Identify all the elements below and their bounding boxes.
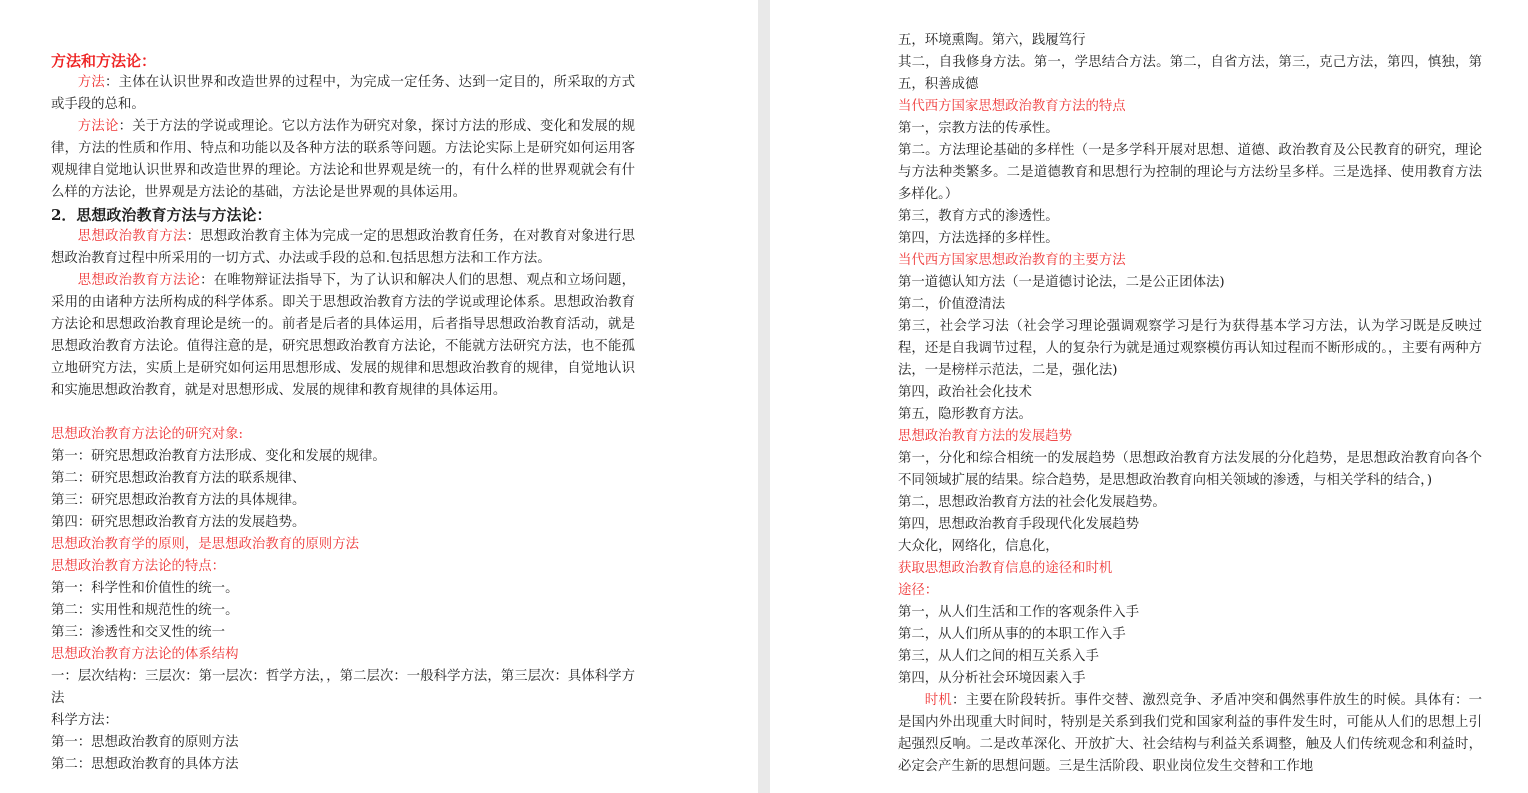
list-item: 第一，分化和综合相统一的发展趋势（思想政治教育方法发展的分化趋势，是思想政治教育向各个不同领域扩展的结果。综合趋势，是思想政治教育向相关领域的渗透，与相关学科的结合，) (898, 451, 1482, 488)
text-ideological-methodology: ：在唯物辩证法指导下，为了认识和解决人们的思想、观点和立场问题，采用的由诸种方法所构成的科学体系。即关于思想政治教育方法的学说或理论体系。思想政治教育方法论和思想政治教育理论是统一的。前者是后者的具体运用，后者指导思想政治教育活动，就是思想政治教育方法论。值得注意的是，研究思想政治教育方法论，不能就方法研究方法，也不能孤立地研究方法，实质上是研究如何运用思想形成、发展的规律和思想政治教育的规律，自觉地认识和实施思想政治教育，就是对思想形成、发展的规律和教育规律的具体运用。 (51, 273, 635, 398)
text-methodology-definition: ：关于方法的学说或理论。它以方法作为研究对象，探讨方法的形成、变化和发展的规律，方法的性质和作用、特点和功能以及各种方法的联系等问题。方法论实际上是研究如何运用客观规律自觉地认识世界和改造世界的理论。方法论和世界观是统一的，有什么样的世界观就会有什么样的方法论，世界观是方法论的基础，方法论是世界观的具体运用。 (51, 119, 636, 200)
subsection-research-object: 思想政治教育方法论的研究对象: (51, 427, 243, 442)
list-item: 第一，宗教方法的传承性。 (898, 121, 1059, 136)
list-item: 第三，教育方式的渗透性。 (898, 209, 1059, 224)
list-item: 第三：研究思想政治教育方法的具体规律。 (51, 493, 306, 508)
list-item: 第四：研究思想政治教育方法的发展趋势。 (51, 515, 306, 530)
list-item: 第二：实用性和规范性的统一。 (51, 603, 239, 618)
list-item: 第一：思想政治教育的原则方法 (51, 735, 239, 750)
list-item: 第四，从分析社会环境因素入手 (898, 671, 1086, 686)
paragraph-methodology-definition (51, 116, 635, 204)
section-heading-method: 方法和方法论： (51, 52, 157, 70)
list-item: 第四，政治社会化技术 (898, 385, 1032, 400)
list-item: 第一道德认知方法（一是道德讨论法，二是公正团体法) (898, 275, 1225, 290)
list-item: 第二，思想政治教育方法的社会化发展趋势。 (898, 495, 1166, 510)
page-left-content (51, 50, 635, 776)
text-timing: ：主要在阶段转折。事件交替、激烈竞争、矛盾冲突和偶然事件放生的时候。具体有：一是国内外出现重大时间时，特别是关系到我们党和国家利益的事件发生时，可能从人们的思想上引起强烈反响。二是改革深化、开放扩大、社会结构与利益关系调整，触及人们传统观念和利益时，必定会产生新的思想问题。三是生活阶段、职业岗位发生交替和工作地 (898, 693, 1483, 774)
subsection-channels-label: 途径： (898, 583, 939, 598)
list-item: 第一：研究思想政治教育方法形成、变化和发展的规律。 (51, 449, 386, 464)
list-item: 一：层次结构：三层次：第一层次：哲学方法，，第二层次：一般科学方法，第三层次：具体科学方法 (51, 669, 635, 706)
list-item: 第四，思想政治教育手段现代化发展趋势 (898, 517, 1140, 532)
list-item: 第四，方法选择的多样性。 (898, 231, 1059, 246)
page-right-content (898, 30, 1482, 778)
paragraph-ideological-method (51, 226, 635, 270)
list-item: 第三，从人们之间的相互关系入手 (898, 649, 1099, 664)
subsection-features: 思想政治教育方法论的特点： (51, 559, 226, 574)
list-item: 第三：渗透性和交叉性的统一 (51, 625, 226, 640)
subsection-western-features: 当代西方国家思想政治教育方法的特点 (898, 99, 1126, 114)
list-item: 五，环境熏陶。第六，践履笃行 (898, 33, 1086, 48)
text-method-definition: ：主体在认识世界和改造世界的过程中，为完成一定任务、达到一定目的，所采取的方式或手段的总和。 (51, 75, 636, 112)
document-page-left (0, 0, 758, 793)
list-item: 科学方法： (51, 713, 118, 728)
list-item: 第二。方法理论基础的多样性（一是多学科开展对思想、道德、政治教育及公民教育的研究，理论与方法种类繁多。二是道德教育和思想行为控制的理论与方法纷呈多样。三是选择、使用教育方法多样化。） (898, 143, 1482, 202)
subsection-western-methods: 当代西方国家思想政治教育的主要方法 (898, 253, 1126, 268)
subsection-principle: 思想政治教育学的原则，是思想政治教育的原则方法 (51, 537, 359, 552)
page-gutter (758, 0, 770, 793)
list-item: 第一，从人们生活和工作的客观条件入手 (898, 605, 1140, 620)
term-methodology: 方法论 (77, 119, 119, 134)
term-method: 方法 (77, 75, 105, 90)
term-timing: 时机 (924, 693, 952, 708)
list-item: 第二：研究思想政治教育方法的联系规律、 (51, 471, 306, 486)
list-item: 第二：思想政治教育的具体方法 (51, 757, 239, 772)
term-ideological-method: 思想政治教育方法 (77, 229, 187, 244)
document-page-right (770, 0, 1528, 793)
list-item: 第一：科学性和价值性的统一。 (51, 581, 239, 596)
list-item: 第三，社会学习法（社会学习理论强调观察学习是行为获得基本学习方法，认为学习既是反映过程，还是自我调节过程，人的复杂行为就是通过观察模仿再认知过程而不断形成的。，主要有两种方法，一是榜样示范法，二是，强化法) (898, 319, 1482, 378)
blank-line (51, 402, 635, 424)
subsection-trends: 思想政治教育方法的发展趋势 (898, 429, 1073, 444)
subsection-structure: 思想政治教育方法论的体系结构 (51, 647, 239, 662)
text-ideological-method: ：思想政治教育主体为完成一定的思想政治教育任务，在对教育对象进行思想政治教育过程中所采用的一切方式、办法或手段的总和.包括思想方法和工作方法。 (51, 229, 636, 266)
term-ideological-methodology: 思想政治教育方法论 (77, 273, 201, 288)
paragraph-method-definition (51, 72, 635, 116)
paragraph-ideological-methodology (51, 270, 635, 402)
section-heading-2: 2．思想政治教育方法与方法论： (51, 206, 272, 224)
list-item: 第五，隐形教育方法。 (898, 407, 1032, 422)
list-item: 第二，价值澄清法 (898, 297, 1006, 312)
list-item: 第二，从人们所从事的的本职工作入手 (898, 627, 1126, 642)
list-item: 其二，自我修身方法。第一，学思结合方法。第二，自省方法，第三，克己方法，第四，慎独，第五，积善成德 (898, 55, 1482, 92)
subsection-info-channels: 获取思想政治教育信息的途径和时机 (898, 561, 1113, 576)
list-item: 大众化，网络化，信息化， (898, 539, 1059, 554)
paragraph-timing (898, 690, 1482, 778)
